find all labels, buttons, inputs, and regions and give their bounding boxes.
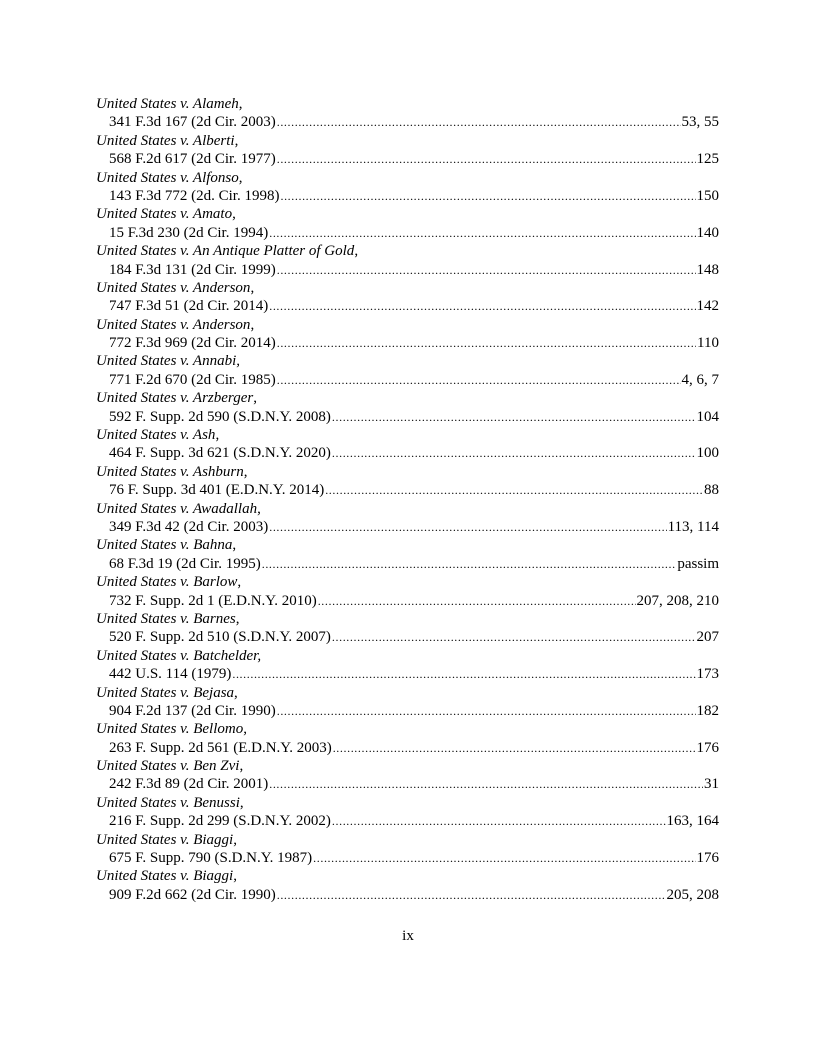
citation-line: [96, 113, 719, 131]
citation: 442 U.S. 114 (1979): [109, 666, 232, 683]
dot-leader: [332, 628, 696, 646]
authority-entry: [96, 794, 719, 831]
citation-line: [96, 739, 719, 757]
page-references: 110: [697, 335, 719, 352]
citation-line: [96, 187, 719, 205]
page-references: 150: [696, 187, 719, 204]
dot-leader: [269, 297, 695, 315]
case-name: United States v. Ben Zvi: [96, 758, 240, 775]
dot-leader: [332, 812, 666, 830]
citation-line: [96, 886, 719, 904]
case-name: United States v. Awadallah: [96, 500, 258, 517]
case-name-suffix: ,: [233, 831, 237, 848]
case-name-suffix: ,: [235, 610, 240, 627]
citation: 15 F.3d 230 (2d Cir. 1994): [109, 224, 269, 241]
citation: 772 F.3d 969 (2d Cir. 2014): [109, 335, 276, 352]
citation: 592 F. Supp. 2d 590 (S.D.N.Y. 2008): [109, 408, 331, 425]
case-name-suffix: ,: [257, 500, 261, 517]
case-name: United States v. Ashburn: [96, 463, 244, 480]
case-name-suffix: ,: [250, 316, 255, 333]
case-name-suffix: ,: [232, 206, 236, 223]
case-name: United States v. Ash: [96, 427, 216, 444]
dot-leader: [269, 224, 695, 242]
citation: 184 F.3d 131 (2d Cir. 1999): [109, 261, 276, 278]
case-name: United States v. Bejasa: [96, 684, 235, 701]
citation-line: [96, 849, 719, 867]
page-references: 182: [696, 702, 719, 719]
case-name-suffix: ,: [253, 390, 257, 407]
case-name-suffix: ,: [232, 537, 237, 554]
authority-entry: [96, 831, 719, 868]
citation-line: [96, 775, 719, 793]
authority-entry: [96, 426, 719, 463]
authority-entry: [96, 352, 719, 389]
citation-line: [96, 518, 719, 536]
citation: 68 F.3d 19 (2d Cir. 1995): [109, 555, 261, 572]
case-name-suffix: ,: [238, 169, 243, 186]
authority-entry: [96, 647, 719, 684]
case-name: United States v. Alberti: [96, 132, 235, 149]
table-of-authorities: [96, 95, 719, 904]
case-name-suffix: ,: [239, 758, 244, 775]
dot-leader: [277, 702, 696, 720]
case-name: United States v. Amato: [96, 206, 233, 223]
citation: 904 F.2d 137 (2d Cir. 1990): [109, 702, 276, 719]
page-references: 163, 164: [666, 813, 719, 830]
page-references: 140: [696, 224, 719, 241]
page-references: 207: [696, 629, 719, 646]
dot-leader: [332, 408, 696, 426]
authority-entry: [96, 536, 719, 573]
page-references: passim: [677, 555, 719, 572]
citation-line: [96, 444, 719, 462]
dot-leader: [277, 261, 696, 279]
dot-leader: [280, 187, 695, 205]
dot-leader: [269, 775, 703, 793]
citation: 242 F.3d 89 (2d Cir. 2001): [109, 776, 269, 793]
case-name: United States v. Batchelder,: [96, 647, 262, 664]
citation-line: [96, 702, 719, 720]
citation: 909 F.2d 662 (2d Cir. 1990): [109, 886, 276, 903]
case-name: United States v. Bellomo: [96, 721, 244, 738]
citation-line: [96, 334, 719, 352]
page-references: 31: [704, 776, 719, 793]
page-references: 176: [696, 850, 719, 867]
case-name: United States v. Anderson: [96, 316, 251, 333]
dot-leader: [318, 592, 636, 610]
case-name-suffix: ,: [238, 96, 243, 112]
citation-line: [96, 481, 719, 499]
citation: 349 F.3d 42 (2d Cir. 2003): [109, 518, 269, 535]
citation: 263 F. Supp. 2d 561 (E.D.N.Y. 2003): [109, 739, 332, 756]
dot-leader: [269, 518, 666, 536]
citation: 675 F. Supp. 790 (S.D.N.Y. 1987): [109, 850, 313, 867]
authority-entry: [96, 757, 719, 794]
page-references: 205, 208: [666, 886, 719, 903]
dot-leader: [277, 886, 666, 904]
citation-line: [96, 297, 719, 315]
citation: 747 F.3d 51 (2d Cir. 2014): [109, 298, 269, 315]
authority-entry: [96, 610, 719, 647]
page-references: 113, 114: [667, 518, 719, 535]
case-name-suffix: ,: [237, 574, 242, 591]
citation: 464 F. Supp. 3d 621 (S.D.N.Y. 2020): [109, 445, 331, 462]
case-name: United States v. Alfonso: [96, 169, 239, 186]
case-name: United States v. Arzberger: [96, 390, 254, 407]
page-references: 125: [696, 151, 719, 168]
page-references: 142: [696, 298, 719, 315]
case-name-suffix: ,: [234, 132, 239, 149]
citation: 520 F. Supp. 2d 510 (S.D.N.Y. 2007): [109, 629, 331, 646]
case-name: United States v. Barnes: [96, 610, 236, 627]
dot-leader: [325, 481, 703, 499]
authority-entry: [96, 205, 719, 242]
case-name: United States v. Bahna: [96, 537, 233, 554]
page-references: 4, 6, 7: [681, 371, 719, 388]
citation-line: [96, 371, 719, 389]
dot-leader: [313, 849, 695, 867]
dot-leader: [277, 150, 696, 168]
case-name-suffix: ,: [233, 868, 237, 885]
citation-line: [96, 408, 719, 426]
citation-line: [96, 224, 719, 242]
page-references: 53, 55: [681, 114, 719, 131]
authority-entry: [96, 463, 719, 500]
authority-entry: [96, 389, 719, 426]
page-references: 207, 208, 210: [636, 592, 719, 609]
dot-leader: [277, 334, 696, 352]
authority-entry: [96, 500, 719, 537]
dot-leader: [277, 371, 681, 389]
citation: 568 F.2d 617 (2d Cir. 1977): [109, 151, 276, 168]
authority-entry: [96, 95, 719, 132]
page-references: 100: [696, 445, 719, 462]
authority-entry: [96, 132, 719, 169]
citation: 216 F. Supp. 2d 299 (S.D.N.Y. 2002): [109, 813, 331, 830]
case-name: United States v. Barlow: [96, 574, 238, 591]
citation: 771 F.2d 670 (2d Cir. 1985): [109, 371, 276, 388]
citation: 143 F.3d 772 (2d. Cir. 1998): [109, 187, 280, 204]
citation-line: [96, 261, 719, 279]
page-references: 176: [696, 739, 719, 756]
dot-leader: [232, 665, 695, 683]
case-name: United States v. Anderson: [96, 279, 251, 296]
dot-leader: [277, 113, 681, 131]
dot-leader: [332, 444, 696, 462]
page-references: 104: [696, 408, 719, 425]
authority-entry: [96, 316, 719, 353]
authority-entry: [96, 867, 719, 904]
authority-entry: [96, 242, 719, 279]
page-references: 88: [704, 482, 719, 499]
page-number: ix: [402, 928, 414, 944]
authority-entry: [96, 684, 719, 721]
case-name-suffix: ,: [243, 463, 248, 480]
page-references: 173: [696, 666, 719, 683]
citation-line: [96, 665, 719, 683]
case-name-suffix: ,: [243, 721, 247, 738]
dot-leader: [333, 739, 696, 757]
citation: 341 F.3d 167 (2d Cir. 2003): [109, 114, 276, 131]
citation-line: [96, 150, 719, 168]
page-references: 148: [696, 261, 719, 278]
citation-line: [96, 812, 719, 830]
case-name-suffix: ,: [234, 684, 238, 701]
authority-entry: [96, 720, 719, 757]
authority-entry: [96, 573, 719, 610]
citation: 732 F. Supp. 2d 1 (E.D.N.Y. 2010): [109, 592, 317, 609]
citation-line: [96, 592, 719, 610]
case-name: United States v. Biaggi: [96, 868, 234, 885]
authority-entry: [96, 279, 719, 316]
case-name: United States v. Benussi: [96, 794, 240, 811]
case-name: United States v. Annabi,: [96, 353, 241, 370]
citation-line: [96, 628, 719, 646]
case-name-suffix: ,: [239, 794, 244, 811]
dot-leader: [262, 555, 677, 573]
authority-entry: [96, 169, 719, 206]
citation-line: [96, 555, 719, 573]
citation: 76 F. Supp. 3d 401 (E.D.N.Y. 2014): [109, 482, 325, 499]
case-name-suffix: ,: [354, 243, 359, 260]
case-name-suffix: ,: [215, 427, 220, 444]
case-name: United States v. Biaggi: [96, 831, 234, 848]
case-name: United States v. Alameh: [96, 96, 239, 112]
case-name-suffix: ,: [250, 279, 255, 296]
case-name: United States v. An Antique Platter of Gold: [96, 243, 355, 260]
